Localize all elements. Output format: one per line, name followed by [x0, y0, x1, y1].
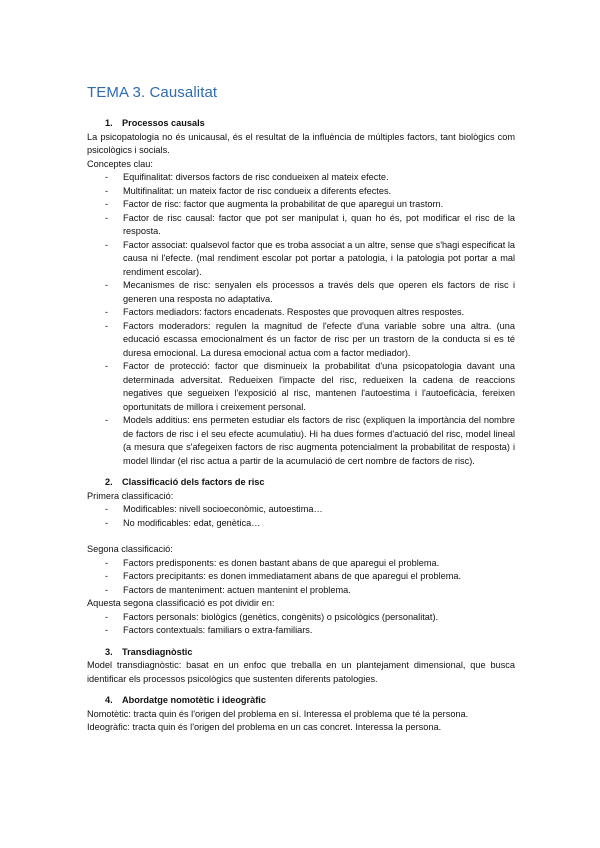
first-classification-list — [87, 503, 515, 530]
section-heading — [87, 646, 515, 660]
list-item: - Multifinalitat: un mateix factor de risc condueix a diferents efectes. — [87, 185, 515, 199]
classification-label: Segona classificació: — [87, 544, 173, 554]
list-item: - Models additius: ens permeten estudiar els factors de risc (expliquen la importància del nombre de factors de risc i el seu efecte acumulatiu). Hi ha dues formes d'actuació del risc, model lineal (a mesura que s'afegeixen factors de risc augmenta potencialment la probabilitat de resposta) i model llindar (el risc actua a partir de la acumulació de cert nombre de factors de risc). — [87, 414, 515, 468]
document-title: TEMA 3. Causalitat — [87, 84, 218, 101]
section-paragraph: Model transdiagnòstic: basat en un enfoc que treballa en un plantejament dimensional, que busca identificar els processos psicològics que sustenten diferents patologies. — [87, 660, 515, 684]
third-classification-list — [87, 611, 515, 638]
section-title: Transdiagnòstic — [122, 646, 193, 657]
section-heading — [87, 694, 515, 708]
document-body — [87, 117, 515, 735]
list-item: - Equifinalitat: diversos factors de risc condueixen al mateix efecte. — [87, 171, 515, 185]
section-intro: La psicopatologia no és unicausal, és el resultat de la influència de múltiples factors, tant biològics com psicològics i socials. — [87, 131, 515, 155]
section-title: Classificació dels factors de risc — [122, 477, 265, 487]
list-item: - Factors moderadors: regulen la magnitud de l'efecte d'una variable sobre una altra. (una educació escassa emocionalment és un factor de risc per un trastorn de la conducta si es té duresa emocional. La duresa emocional actua com a factor mediador). — [87, 320, 515, 361]
list-item: - No modificables: edat, genètica… — [87, 517, 515, 531]
list-item: - Factors de manteniment: actuen mantenint el problema. — [87, 584, 515, 598]
classification-label: Primera classificació: — [87, 490, 174, 501]
section-title: Abordatge nomotètic i ideogràfic — [122, 695, 266, 705]
section-heading — [87, 117, 515, 131]
list-item: - Mecanismes de risc: senyalen els processos a través dels que operen els factors de risc i generen una resposta no adaptativa. — [87, 279, 515, 306]
list-item: - Factors mediadors: factors encadenats. Respostes que provoquen altres respostes. — [87, 306, 515, 320]
list-item: - Modificables: nivell socioeconòmic, autoestima… — [87, 503, 515, 517]
classification-label: Aquesta segona classificació es pot dividir en: — [87, 598, 275, 608]
section-heading — [87, 476, 515, 490]
second-classification-list — [87, 557, 515, 598]
list-item: - Factor associat: qualsevol factor que es troba associat a un altre, sense que s'hagi especificat la causa ni l'efecte. (mal rendiment escolar pot portar a patologia, i la patologia pot portar a mal rendiment escolar). — [87, 239, 515, 280]
section-number: 2. — [105, 477, 113, 487]
section-number: 3. — [105, 646, 113, 657]
list-item: - Factor de risc: factor que augmenta la probabilitat de que aparegui un trastorn. — [87, 198, 515, 212]
concepts-list — [87, 171, 515, 468]
list-item: - Factors precipitants: es donen immediatament abans de que aparegui el problema. — [87, 570, 515, 584]
list-item: - Factor de risc causal: factor que pot ser manipulat i, quan ho és, pot modificar el risc de la resposta. — [87, 212, 515, 239]
list-item: - Factors predisponents: es donen bastant abans de que aparegui el problema. — [87, 557, 515, 571]
section-title: Processos causals — [122, 118, 205, 128]
section-number: 4. — [105, 695, 113, 705]
list-item: - Factors personals: biològics (genètics, congènits) o psicològics (personalitat). — [87, 611, 515, 625]
section-paragraph: Nomotètic: tracta quin és l'origen del problema en sí. Interessa el problema que té la persona. — [87, 708, 469, 719]
section-paragraph: Ideogràfic: tracta quin és l'origen del problema en un cas concret. Interessa la persona. — [87, 722, 442, 732]
list-item: - Factor de protecció: factor que disminueix la probabilitat d'una psicopatologia davant una determinada adversitat. Redueixen l'impacte del risc, redueixen la cadena de reaccions negatives que segueixen l'exposició al risc, mantenen l'autoestima i l'autoeficàcia, fereixen oportunitats de millora i creixement personal. — [87, 360, 515, 414]
section-number: 1. — [105, 118, 113, 128]
concepts-label: Conceptes clau: — [87, 158, 153, 169]
list-item: - Factors contextuals: familiars o extra-familiars. — [87, 624, 515, 638]
spacer — [87, 530, 515, 543]
